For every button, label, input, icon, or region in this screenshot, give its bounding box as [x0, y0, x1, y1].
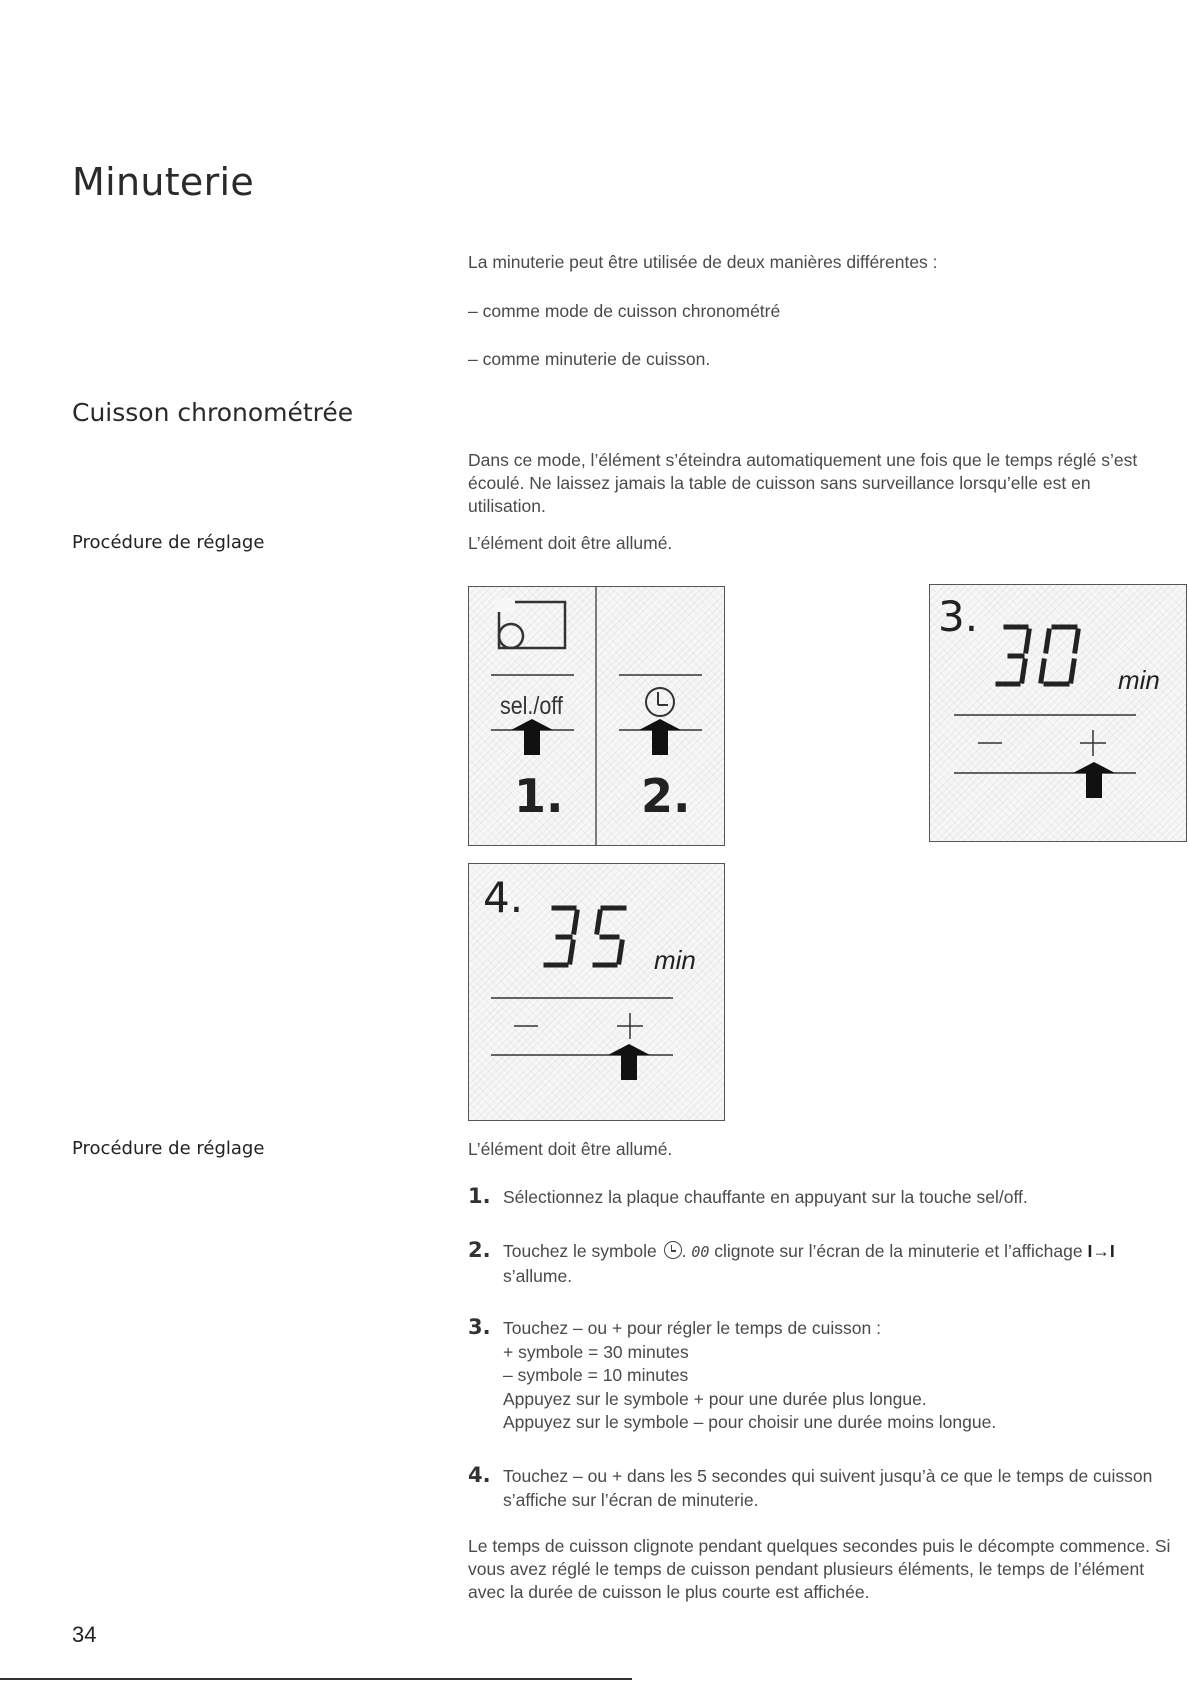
seven-segment-display	[546, 908, 624, 965]
clock-icon	[646, 688, 674, 716]
up-arrow-icon	[639, 719, 681, 755]
step-2-label: 2.	[641, 769, 691, 823]
page-title: Minuterie	[72, 160, 255, 204]
figure-panel-steps-1-2	[468, 586, 725, 846]
clock-icon	[664, 1241, 682, 1259]
instruction-step: 1. Sélectionnez la plaque chauffante en appuyant sur la touche sel/off.	[468, 1184, 1028, 1208]
step-4-label: 4.	[483, 873, 524, 922]
timer-symbol-icon: I→I	[1087, 1241, 1115, 1261]
step-3-label: 3.	[938, 592, 979, 641]
intro-option-2: – comme minuterie de cuisson.	[468, 349, 711, 369]
intro-text: La minuterie peut être utilisée de deux manières différentes :	[468, 252, 938, 272]
procedure-label: Procédure de réglage	[72, 532, 265, 553]
digit-display-glyph: 00	[691, 1243, 710, 1261]
step-1-label: 1.	[514, 769, 564, 823]
up-arrow-icon	[1073, 762, 1115, 798]
bottom-rule	[0, 1678, 632, 1680]
hob-icon	[495, 598, 565, 648]
plus-icon	[1080, 730, 1106, 756]
display-unit: min	[1118, 665, 1160, 695]
page-number: 34	[72, 1622, 97, 1647]
closing-paragraph: Le temps de cuisson clignote pendant quelques secondes puis le décompte commence. Si vous avez réglé le temps de cuisson pendant plusieurs éléments, le temps de l’élément avec la durée de cuisson le plus courte est affichée.	[468, 1536, 1171, 1602]
up-arrow-icon	[608, 1044, 650, 1080]
procedure-label: Procédure de réglage	[72, 1138, 265, 1159]
element-on-note: L’élément doit être allumé.	[468, 533, 673, 553]
seven-segment-display	[998, 627, 1078, 684]
instruction-step: 2. Touchez le symbole . 00 clignote sur l’écran de la minuterie et l’affichage I→I s’allume.	[468, 1238, 1115, 1286]
intro-option-1: – comme mode de cuisson chronométré	[468, 301, 781, 321]
figure-panel-step-4	[468, 863, 725, 1121]
plus-icon	[617, 1013, 643, 1039]
sel-off-label: sel./off	[499, 691, 563, 720]
instruction-step: 4. Touchez – ou + dans les 5 secondes qui suivent jusqu’à ce que le temps de cuisson s’affiche sur l’écran de minuterie.	[468, 1463, 1153, 1510]
section-title: Cuisson chronométrée	[72, 398, 354, 427]
element-on-note: L’élément doit être allumé.	[468, 1139, 673, 1159]
instruction-step: 3. Touchez – ou + pour régler le temps de cuisson : + symbole = 30 minutes – symbole = 10 minutes Appuyez sur le symbole + pour une durée plus longue. Appuyez sur le symbole – pour choisir une durée moins longue.	[468, 1315, 997, 1432]
up-arrow-icon	[511, 719, 553, 755]
figure-panel-step-3	[929, 584, 1187, 842]
display-unit: min	[654, 945, 696, 975]
section-description: Dans ce mode, l’élément s’éteindra automatiquement une fois que le temps réglé s’est écoulé. Ne laissez jamais la table de cuisson sans surveillance lorsqu’elle est en utilisation.	[468, 450, 1138, 516]
